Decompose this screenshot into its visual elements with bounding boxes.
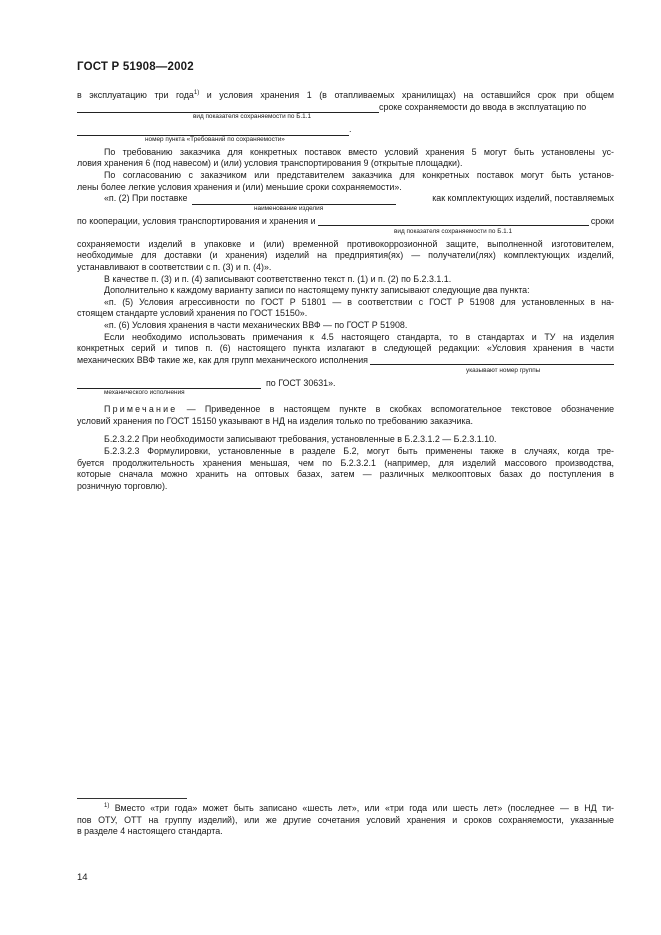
text-line: Если необходимо использовать примечания к 4.5 настоящего стандарта, то в стандартах и ТУ на изделия — [104, 331, 614, 342]
text-line: буется продолжительность хранения меньшая, чем по Б.2.3.2.1 (например, для изделий массового производства, — [77, 457, 614, 468]
text-line: «п. (5) Условия агрессивности по ГОСТ Р 51801 — в соответствии с ГОСТ Р 51908 для установленных в на- — [104, 296, 614, 307]
footnote — [77, 803, 614, 838]
footnote-line: в разделе 4 настоящего стандарта. — [77, 826, 223, 837]
text-line: необходимые для доставки (и хранения) изделий на предприятия(ях) — получатели(лях) комплектующих изделий, — [77, 250, 614, 261]
text-line: Б.2.3.2.2 При необходимости записывают требования, установленные в Б.2.3.1.2 — Б.2.3.1.10. — [104, 434, 497, 445]
field-caption: механического исполнения — [104, 389, 185, 397]
text-line: которые сначала можно хранить на оптовых базах, затем — различных мелкооптовых базах до поступления в — [77, 469, 614, 480]
field-caption: номер пункта «Требований по сохраняемости» — [145, 135, 285, 143]
text-line: в эксплуатацию три года$^{1)}$ и условия хранения 1 (в отапливаемых хранилищах) на оставшийся срок при общем — [77, 90, 615, 100]
note-label: Примечание — [104, 404, 178, 415]
document-body — [77, 90, 614, 492]
text-line: конкретных серий и типов п. (6) настоящего пункта излагают в следующей редакции: «Условия хранения в части — [77, 343, 614, 354]
field-caption: наименование изделия — [254, 204, 324, 212]
text-line: по кооперации, условия транспортирования и хранения и сроки — [77, 216, 614, 227]
text-line: «п. (2) При поставке как комплектующих изделий, поставляемых — [104, 193, 614, 204]
blank-field — [77, 378, 261, 389]
field-caption: вид показателя сохраняемости по Б.1.1 — [394, 227, 513, 235]
blank-field — [370, 355, 614, 365]
text-line: . — [77, 124, 614, 136]
text-line: механических ВВФ такие же, как для групп механического исполнения — [77, 355, 614, 367]
text-line: сроке сохраняемости до ввода в эксплуатацию по — [77, 102, 614, 114]
text-line: лены более легкие условия хранения и (или) меньшие сроки сохраняемости». — [77, 181, 402, 192]
footnote-line: пов ОТУ, ОТТ на группу изделий), или же другие сочетания условий хранения и сроков сохраняемости, указанные — [77, 814, 614, 825]
text-line: По согласованию с заказчиком или представителем заказчика для конкретных поставок могут быть установ- — [104, 169, 614, 180]
field-caption: вид показателя сохраняемости по Б.1.1 — [193, 113, 312, 121]
text-line: В качестве п. (3) и п. (4) записывают соответственно текст п. (1) и п. (2) по Б.2.3.1.1. — [104, 273, 452, 284]
note-line: Примечание — Приведенное в настоящем пункте в скобках вспомогательное текстовое обозначение — [104, 404, 614, 415]
document-header: ГОСТ Р 51908—2002 — [77, 61, 194, 73]
text-line: по ГОСТ 30631». — [77, 378, 614, 390]
page-number: 14 — [77, 872, 88, 883]
footnote-divider — [77, 798, 187, 799]
text-line: «п. (6) Условия хранения в части механических ВВФ — по ГОСТ Р 51908. — [104, 319, 408, 330]
blank-field — [192, 194, 396, 205]
text-line: Б.2.3.2.3 Формулировки, установленные в разделе Б.2, могут быть применены также в случаях, когда тре- — [104, 446, 614, 457]
footnote-mark: 1) — [104, 803, 110, 810]
blank-field — [77, 125, 349, 136]
text-line: устанавливают в соответствии с п. (3) и п. (4)». — [77, 261, 272, 272]
text-line: Дополнительно к каждому варианту записи по настоящему пункту записывают следующие два пункта: — [104, 285, 530, 296]
note-line: условий хранения по ГОСТ 15150 указывают в НД на изделия только по требованию заказчика. — [77, 415, 473, 426]
text-line: стоящем стандарте условий хранения по ГОСТ 15150». — [77, 308, 308, 319]
field-caption: указывают номер группы — [466, 366, 541, 374]
blank-field — [77, 102, 379, 113]
text-line: ловия хранения 6 (под навесом) и (или) условия транспортирования 9 (открытые площадки). — [77, 158, 463, 169]
footnote-line: $^{1)}$ Вместо «три года» может быть записано «шесть лет», или «три года или шесть лет» (последнее — в НД ти- — [104, 803, 614, 813]
text-line: По требованию заказчика для конкретных поставок вместо условий хранения 5 могут быть установлены ус- — [104, 146, 614, 157]
text-line: сохраняемости изделий в упаковке и (или) временной противокоррозионной защите, выполненной изготовителем, — [77, 238, 614, 249]
text-line: розничную торговлю). — [77, 480, 168, 491]
blank-field — [318, 216, 589, 226]
footnote-reference: 1) — [193, 90, 200, 97]
